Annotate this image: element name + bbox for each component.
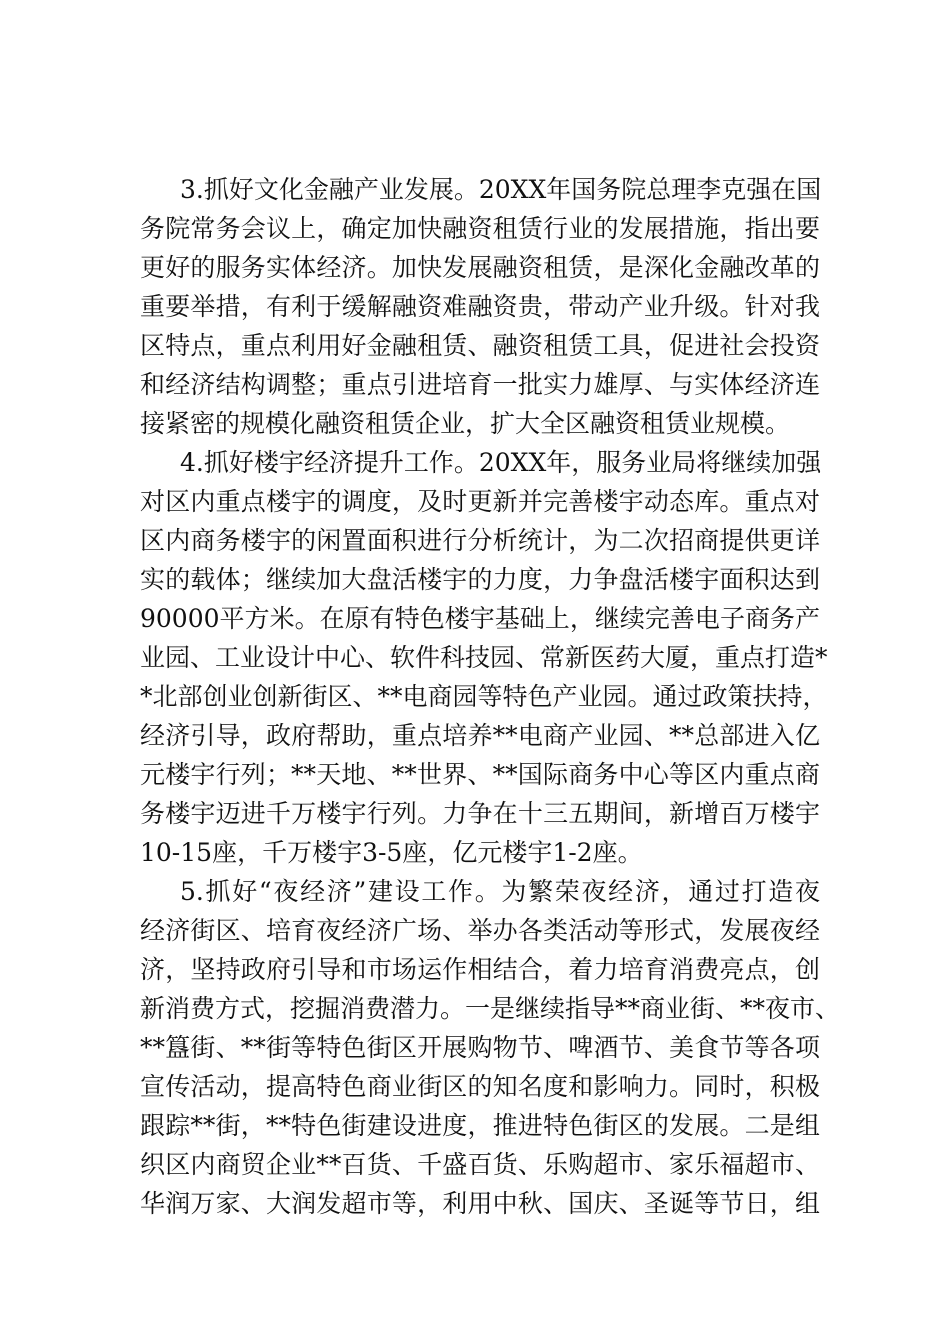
- paragraph-3-line-5: **簋街、**街等特色街区开展购物节、啤酒节、美食节等各项: [140, 1033, 820, 1062]
- paragraph-3-line-3: 济，坚持政府引导和市场运作相结合，着力培育消费亮点，创: [140, 955, 820, 984]
- paragraph-3-line-6: 宣传活动，提高特色商业街区的知名度和影响力。同时，积极: [140, 1072, 820, 1101]
- paragraph-1-line-4: 重要举措，有利于缓解融资难融资贵，带动产业升级。针对我: [140, 292, 820, 321]
- paragraph-2-line-10: 务楼宇迈进千万楼宇行列。力争在十三五期间，新增百万楼宇: [140, 799, 820, 828]
- paragraph-1-line-7: 接紧密的规模化融资租赁企业，扩大全区融资租赁业规模。: [140, 409, 791, 438]
- paragraph-1-line-3: 更好的服务实体经济。加快发展融资租赁，是深化金融改革的: [140, 253, 820, 282]
- paragraph-2-line-3: 区内商务楼宇的闲置面积进行分析统计，为二次招商提供更详: [140, 526, 820, 555]
- paragraph-3-line-9: 华润万家、大润发超市等，利用中秋、国庆、圣诞等节日，组: [140, 1189, 820, 1218]
- paragraph-1-line-2: 务院常务会议上，确定加快融资租赁行业的发展措施，指出要: [140, 214, 820, 243]
- paragraph-2-line-1: 4.抓好楼宇经济提升工作。20XX年，服务业局将继续加强: [180, 448, 822, 477]
- paragraph-3-line-7: 跟踪**街，**特色街建设进度，推进特色街区的发展。二是组: [140, 1111, 820, 1140]
- paragraph-2-line-7: *北部创业创新街区、**电商园等特色产业园。通过政策扶持，: [140, 682, 828, 711]
- paragraph-2-line-8: 经济引导，政府帮助，重点培养**电商产业园、**总部进入亿: [140, 721, 820, 750]
- paragraph-2-line-6: 业园、工业设计中心、软件科技园、常新医药大厦，重点打造*: [140, 643, 828, 672]
- paragraph-2-line-11: 10-15座，千万楼宇3-5座，亿元楼宇1-2座。: [140, 838, 643, 867]
- paragraph-1-line-1: 3.抓好文化金融产业发展。20XX年国务院总理李克强在国: [180, 175, 822, 204]
- paragraph-3-line-2: 经济街区、培育夜经济广场、举办各类活动等形式，发展夜经: [140, 916, 820, 945]
- paragraph-2-line-5: 90000平方米。在原有特色楼宇基础上，继续完善电子商务产: [140, 604, 820, 633]
- paragraph-2-line-2: 对区内重点楼宇的调度，及时更新并完善楼宇动态库。重点对: [140, 487, 820, 516]
- paragraph-1-line-6: 和经济结构调整；重点引进培育一批实力雄厚、与实体经济连: [140, 370, 820, 399]
- paragraph-2-line-4: 实的载体；继续加大盘活楼宇的力度，力争盘活楼宇面积达到: [140, 565, 820, 594]
- paragraph-3-line-8: 织区内商贸企业**百货、千盛百货、乐购超市、家乐福超市、: [140, 1150, 820, 1179]
- paragraph-3-line-1: 5.抓好“夜经济”建设工作。为繁荣夜经济，通过打造夜: [180, 877, 820, 906]
- paragraph-3-line-4: 新消费方式，挖掘消费潜力。一是继续指导**商业街、**夜市、: [140, 994, 841, 1023]
- paragraph-1-line-5: 区特点，重点利用好金融租赁、融资租赁工具，促进社会投资: [140, 331, 820, 360]
- paragraph-2-line-9: 元楼宇行列；**天地、**世界、**国际商务中心等区内重点商: [140, 760, 820, 789]
